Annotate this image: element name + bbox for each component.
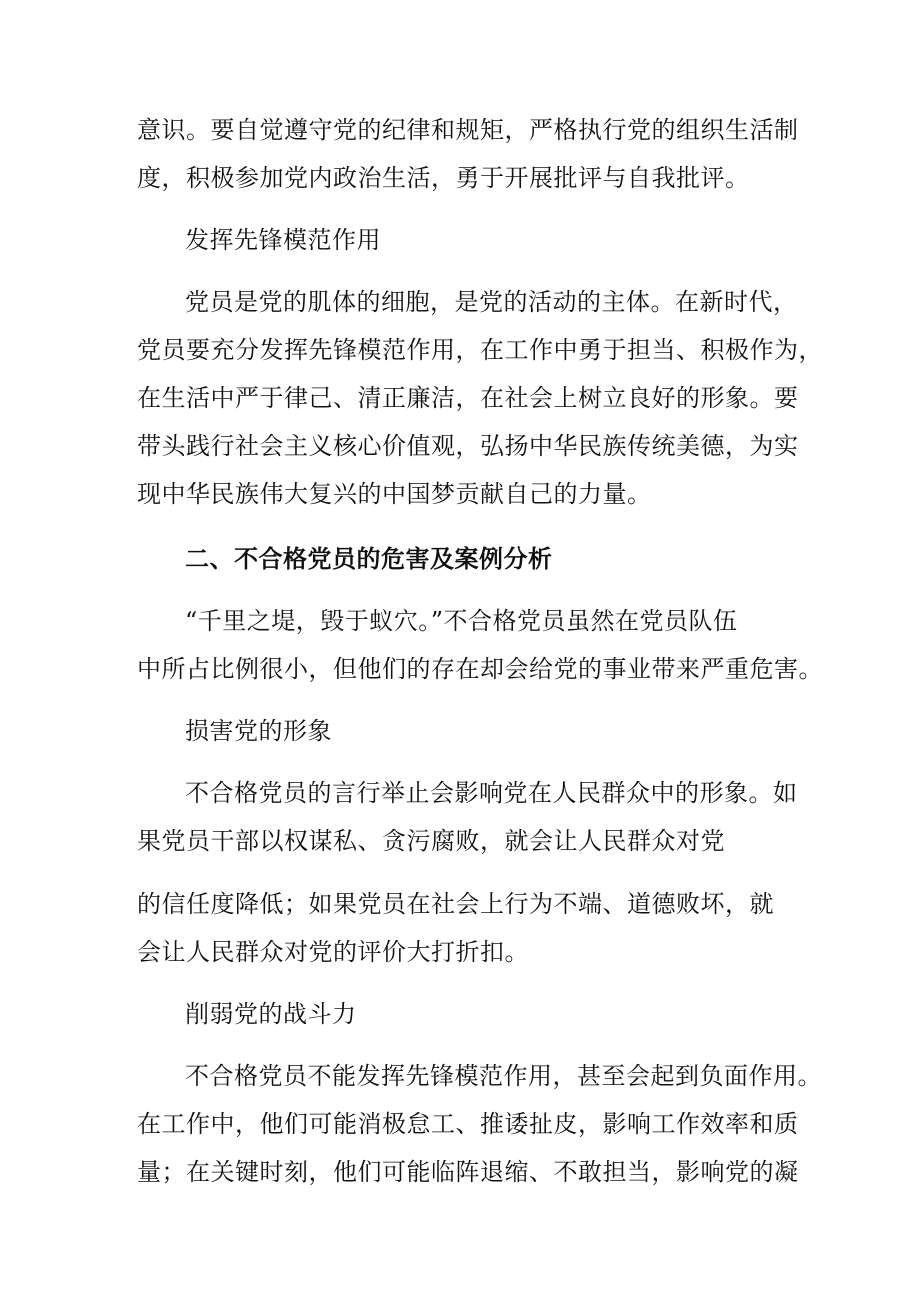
paragraph-line: 的信任度降低；如果党员在社会上行为不端、道德败坏，就: [137, 890, 774, 918]
section-subheading: 削弱党的战斗力: [185, 1000, 357, 1028]
paragraph-line: “千里之堤，毁于蚁穴。”不合格党员虽然在党员队伍: [185, 607, 738, 635]
paragraph-line: 不合格党员不能发挥先锋模范作用，甚至会起到负面作用。: [185, 1062, 822, 1090]
paragraph-line: 量；在关键时刻，他们可能临阵退缩、不敢担当，影响党的凝: [137, 1158, 799, 1186]
paragraph-line: 中所占比例很小，但他们的存在却会给党的事业带来严重危害。: [137, 655, 823, 683]
paragraph-line: 会让人民群众对党的评价大打折扣。: [137, 938, 529, 966]
paragraph-line: 在工作中，他们可能消极怠工、推诿扯皮，影响工作效率和质: [137, 1110, 799, 1138]
paragraph-line: 度，积极参加党内政治生活，勇于开展批评与自我批评。: [137, 164, 750, 192]
paragraph-line: 党员是党的肌体的细胞，是党的活动的主体。在新时代，: [185, 288, 798, 316]
paragraph-line: 党员要充分发挥先锋模范作用，在工作中勇于担当、积极作为，: [137, 336, 823, 364]
section-heading: 二、不合格党员的危害及案例分析: [185, 544, 553, 573]
section-subheading: 损害党的形象: [185, 717, 332, 745]
paragraph-line: 果党员干部以权谋私、贪污腐败，就会让人民群众对党: [137, 827, 725, 855]
paragraph-line: 在生活中严于律己、清正廉洁，在社会上树立良好的形象。要: [137, 384, 799, 412]
paragraph-line: 现中华民族伟大复兴的中国梦贡献自己的力量。: [137, 480, 652, 508]
section-subheading: 发挥先锋模范作用: [185, 226, 381, 254]
paragraph-line: 意识。要自觉遵守党的纪律和规矩，严格执行党的组织生活制: [137, 116, 799, 144]
paragraph-line: 不合格党员的言行举止会影响党在人民群众中的形象。如: [185, 779, 798, 807]
paragraph-line: 带头践行社会主义核心价值观，弘扬中华民族传统美德，为实: [137, 432, 799, 460]
